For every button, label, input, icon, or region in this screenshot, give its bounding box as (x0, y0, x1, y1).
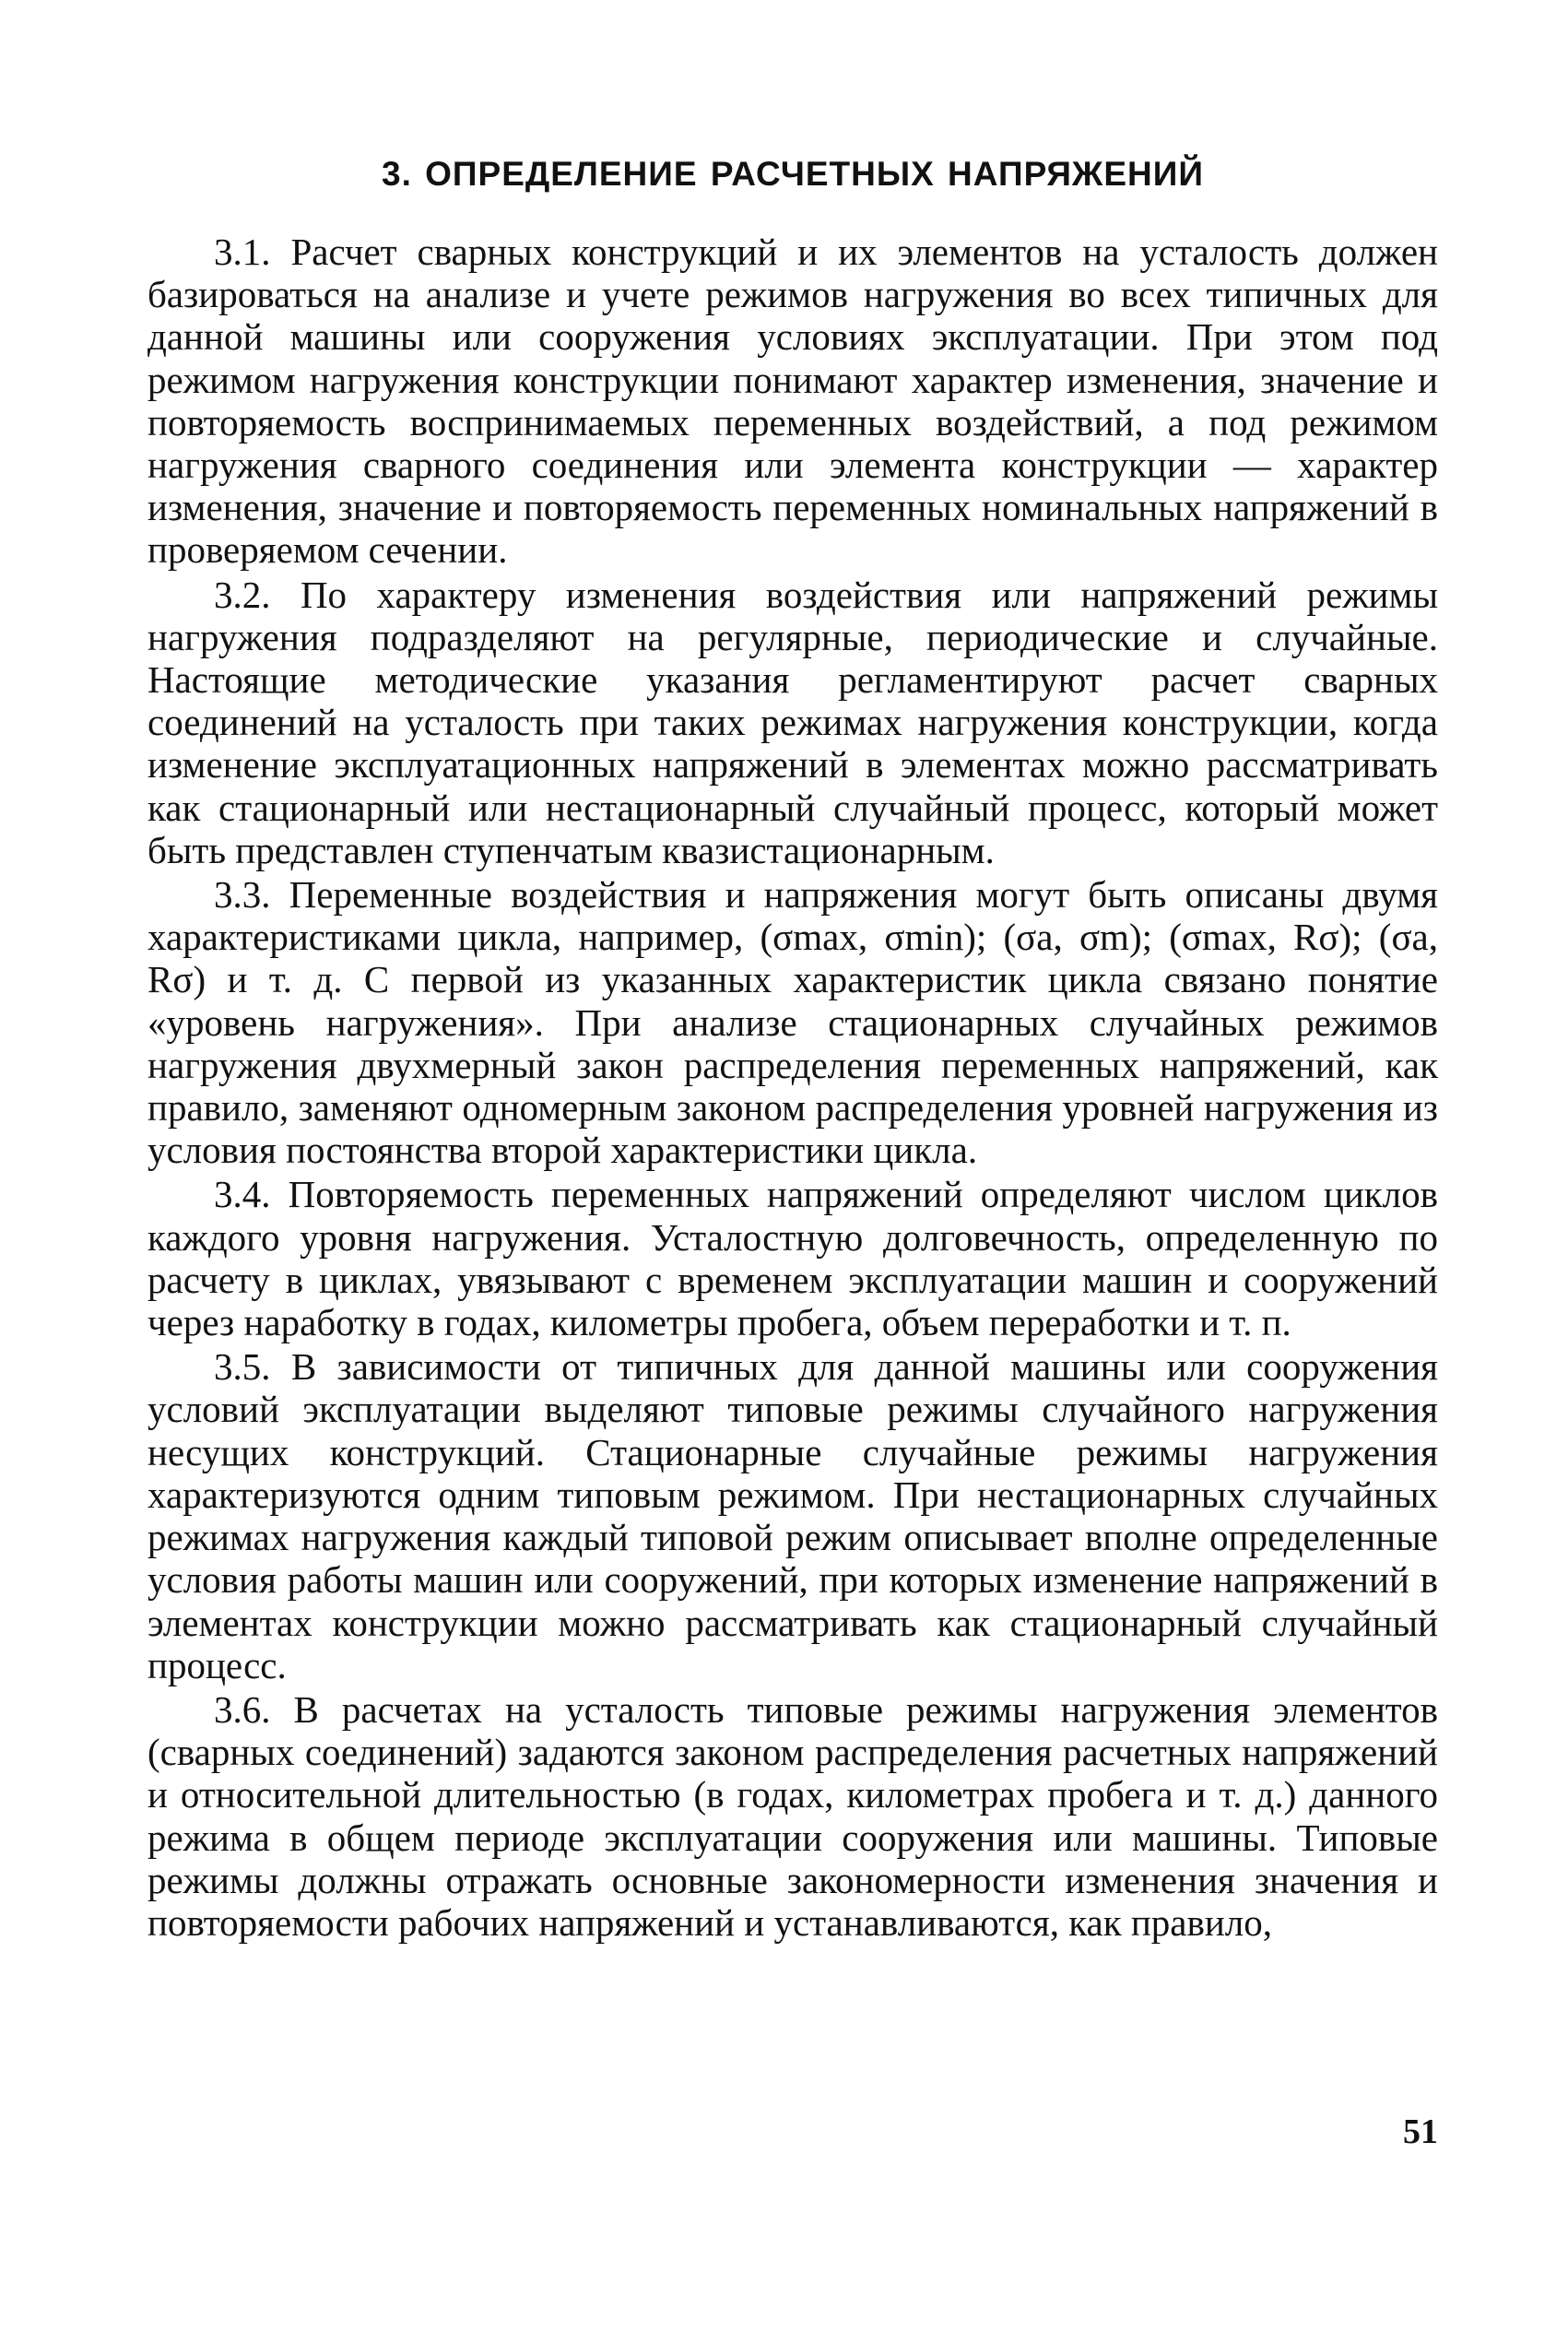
document-page (147, 0, 1438, 2331)
section-heading: 3. ОПРЕДЕЛЕНИЕ РАСЧЕТНЫХ НАПРЯЖЕНИЙ (382, 155, 1204, 193)
paragraph-3-6: 3.6. В расчетах на усталость типовые режимы нагружения элементов (сварных соединений) задаются законом распределения расчетных напряжений и относительной длительностью (в годах, километрах пробега и т. д.) данного режима в общем периоде эксплуатации сооружения или машины. Типовые режимы должны отражать основные закономерности изменения значения и повторяемости рабочих напряжений и устанавливаются, как правило, (147, 1687, 1438, 1944)
paragraph-3-3: 3.3. Переменные воздействия и напряжения могут быть описаны двумя характеристиками цикла, например, (σmax, σmin); (σa, σm); (σmax, Rσ); (σa, Rσ) и т. д. С первой из указанных характеристик цикла связано понятие «уровень нагружения». При анализе стационарных случайных режимов нагружения двухмерный закон распределения переменных напряжений, как правило, заменяют одномерным законом распределения уровней нагружения из условия постоянства второй характеристики цикла. (147, 873, 1438, 1172)
paragraph-3-5: 3.5. В зависимости от типичных для данной машины или сооружения условий эксплуатации выделяют типовые режимы случайного нагружения несущих конструкций. Стационарные случайные режимы нагружения характеризуются одним типовым режимом. При нестационарных случайных режимах нагружения каждый типовой режим описывает вполне определенные условия работы машин или сооружений, при которых изменение напряжений в элементах конструкции можно рассматривать как стационарный случайный процесс. (147, 1345, 1438, 1686)
paragraph-3-2: 3.2. По характеру изменения воздействия или напряжений режимы нагружения подразделяют на регулярные, периодические и случайные. Настоящие методические указания регламентируют расчет сварных соединений на усталость при таких режимах нагружения конструкции, когда изменение эксплуатационных напряжений в элементах можно рассматривать как стационарный или нестационарный случайный процесс, который может быть представлен ступенчатым квазистационарным. (147, 573, 1438, 871)
page-number: 51 (1403, 2112, 1438, 2151)
paragraph-3-1: 3.1. Расчет сварных конструкций и их элементов на усталость должен базироваться на анализе и учете режимов нагружения во всех типичных для данной машины или сооружения условиях эксплуатации. При этом под режимом нагружения конструкции понимают характер изменения, значение и повторяемость воспринимаемых переменных воздействий, а под режимом нагружения сварного соединения или элемента конструкции — характер изменения, значение и повторяемость переменных номинальных напряжений в проверяемом сечении. (147, 231, 1438, 572)
paragraph-3-4: 3.4. Повторяемость переменных напряжений определяют числом циклов каждого уровня нагружения. Усталостную долговечность, определенную по расчету в циклах, увязывают с временем эксплуатации машин и сооружений через наработку в годах, километры пробега, объем переработки и т. п. (147, 1173, 1438, 1344)
body-text (147, 231, 1438, 1944)
